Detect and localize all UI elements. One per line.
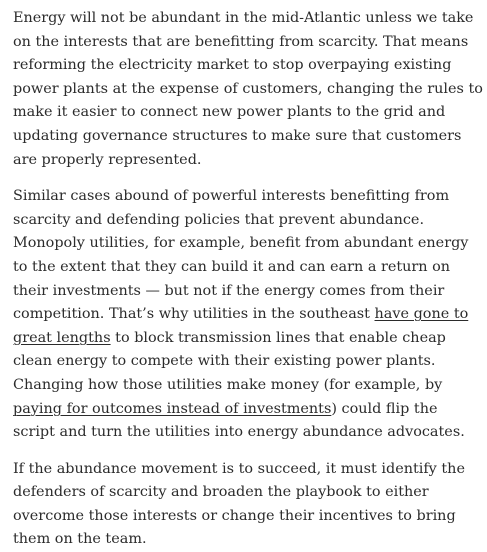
paragraph-2-text-2: to block transmission lines that enable cheap clean energy to compete with their existing power plants. Changing how those utilities make money (for example, by bbox=[13, 329, 446, 393]
link-have-gone-to-great-lengths[interactable]: have gone to great lengths bbox=[13, 306, 469, 346]
paragraph-2-text-3: ) could flip the script and turn the utilities into energy abundance advocates. bbox=[13, 400, 465, 441]
paragraph-1: Energy will not be abundant in the mid-Atlantic unless we take on the interests that are benefitting from scarcity. That means reforming the electricity market to stop overpaying existing power plants at the expense of customers, changing the rules to make it easier to connect new power plants to the grid and updating governance structures to make sure that customers are properly represented. bbox=[13, 10, 483, 168]
paragraph-2 bbox=[13, 185, 483, 445]
paragraph-2-text-1: Similar cases abound of powerful interests benefitting from scarcity and defending policies that prevent abundance. Monopoly utilities, for example, benefit from abundant energy to the extent that they can build it and can earn a return on their investments — but not if the energy comes from their competition. That’s why utilities in the southeast bbox=[13, 188, 469, 323]
link-paying-for-outcomes[interactable]: paying for outcomes instead of investments bbox=[13, 400, 332, 417]
paragraph-3: If the abundance movement is to succeed, it must identify the defenders of scarcity and broaden the playbook to either overcome those interests or change their incentives to bring them on the team. bbox=[13, 460, 465, 548]
article-body bbox=[13, 7, 483, 552]
